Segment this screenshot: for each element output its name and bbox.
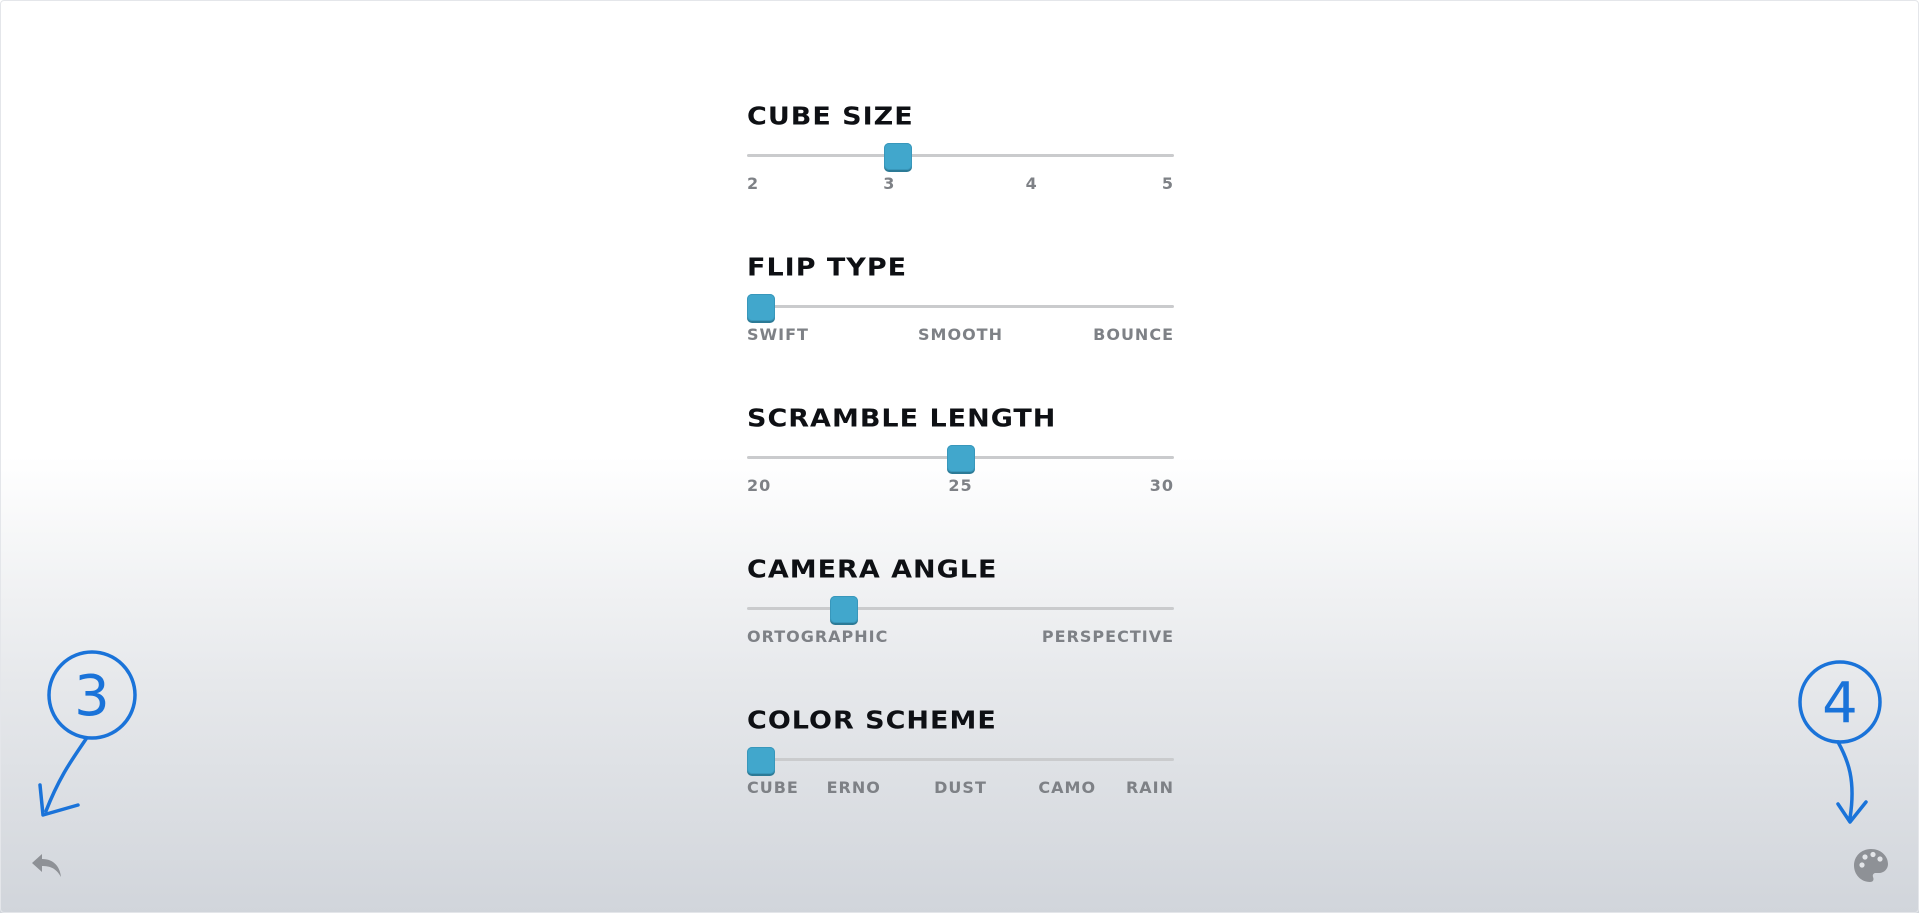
slider-handle[interactable] [947, 445, 975, 472]
option-bounce[interactable]: BOUNCE [1093, 325, 1174, 344]
cube-size-slider[interactable] [747, 143, 1174, 169]
slider-handle[interactable] [830, 596, 858, 623]
scramble-length-slider[interactable] [747, 445, 1174, 471]
annotation-number: 3 [74, 664, 110, 729]
option-camo[interactable]: CAMO [1038, 778, 1097, 797]
camera-angle-slider[interactable] [747, 596, 1174, 622]
option-cube[interactable]: CUBE [747, 778, 799, 797]
setting-title: CAMERA ANGLE [747, 555, 998, 584]
option-ortographic[interactable]: ORTOGRAPHIC [747, 627, 889, 646]
option-perspective[interactable]: PERSPECTIVE [1041, 627, 1174, 646]
flip-type-slider[interactable] [747, 294, 1174, 320]
slider-track[interactable] [747, 607, 1174, 610]
slider-track[interactable] [747, 305, 1174, 308]
setting-scramble-length [747, 403, 1174, 554]
slider-handle[interactable] [747, 747, 775, 774]
settings-panel [747, 101, 1174, 856]
setting-color-scheme [747, 705, 1174, 856]
option-swift[interactable]: SWIFT [747, 325, 809, 344]
slider-handle[interactable] [747, 294, 775, 321]
option-3[interactable]: 3 [883, 174, 896, 193]
option-20[interactable]: 20 [747, 476, 772, 495]
option-rain[interactable]: RAIN [1125, 778, 1174, 797]
setting-title: SCRAMBLE LENGTH [747, 404, 1057, 433]
setting-camera-angle [747, 554, 1174, 705]
option-erno[interactable]: ERNO [826, 778, 881, 797]
back-button[interactable] [28, 846, 68, 886]
theme-button[interactable] [1851, 846, 1891, 886]
palette-icon [1851, 846, 1891, 886]
option-4[interactable]: 4 [1025, 174, 1038, 193]
setting-title: FLIP TYPE [747, 253, 908, 282]
slider-labels [747, 627, 1174, 647]
slider-track[interactable] [747, 758, 1174, 761]
slider-track[interactable] [747, 154, 1174, 157]
option-dust[interactable]: DUST [934, 778, 987, 797]
slider-labels [747, 174, 1174, 194]
color-scheme-slider[interactable] [747, 747, 1174, 773]
setting-flip-type [747, 252, 1174, 403]
annotation-number: 4 [1822, 671, 1858, 736]
option-5[interactable]: 5 [1161, 174, 1174, 193]
option-25[interactable]: 25 [948, 476, 973, 495]
option-2[interactable]: 2 [747, 174, 760, 193]
slider-labels [747, 476, 1174, 496]
setting-title: CUBE SIZE [747, 102, 914, 131]
slider-labels [747, 778, 1174, 798]
option-smooth[interactable]: SMOOTH [918, 325, 1003, 344]
slider-labels [747, 325, 1174, 345]
option-30[interactable]: 30 [1149, 476, 1174, 495]
undo-arrow-icon [28, 846, 68, 886]
setting-title: COLOR SCHEME [747, 706, 997, 735]
slider-handle[interactable] [884, 143, 912, 170]
setting-cube-size [747, 101, 1174, 252]
